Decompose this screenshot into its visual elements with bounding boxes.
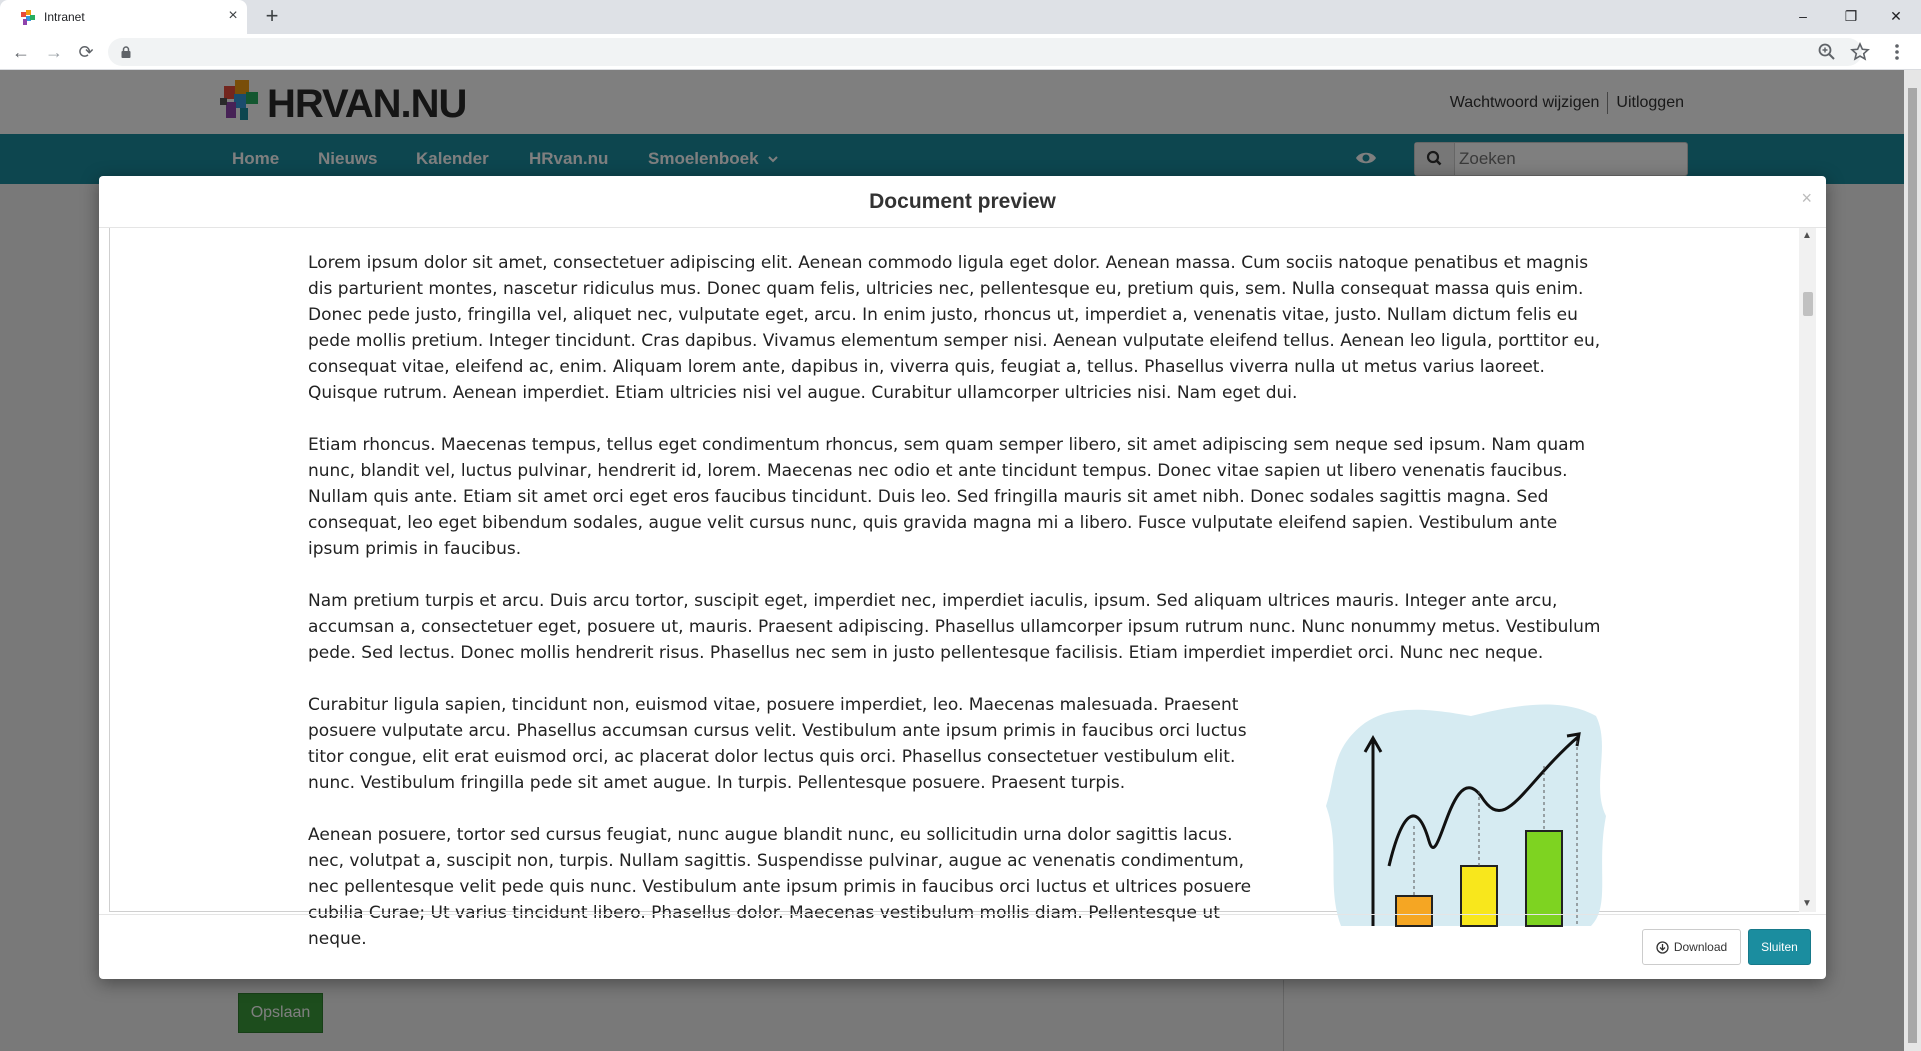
address-bar[interactable] <box>108 38 1862 66</box>
document-scrollbar[interactable] <box>1799 228 1816 912</box>
favicon-icon <box>20 10 36 26</box>
tab-title: Intranet <box>44 10 85 24</box>
scroll-up-icon[interactable]: ▲ <box>1802 230 1812 241</box>
reload-icon[interactable]: ⟳ <box>78 42 94 62</box>
browser-toolbar <box>0 34 1921 70</box>
page-scrollbar-thumb[interactable] <box>1908 88 1917 1043</box>
menu-dots-icon[interactable] <box>1886 41 1908 63</box>
modal-header <box>99 176 1826 228</box>
modal-footer <box>99 914 1826 979</box>
bookmark-star-icon[interactable] <box>1849 41 1871 63</box>
tab-close-icon[interactable]: × <box>228 7 238 24</box>
scroll-down-icon[interactable]: ▼ <box>1802 898 1812 909</box>
modal-close-icon[interactable]: × <box>1801 188 1812 208</box>
download-button[interactable] <box>1642 929 1741 965</box>
document-paragraph: Etiam rhoncus. Maecenas tempus, tellus eget condimentum rhoncus, sem quam semper libero, sit amet adipiscing sem neque sed ipsum. Nam quam nunc, blandit vel, luctus pulvinar, hendrerit id, lorem. Maecenas nec odio et ante tincidunt tempus. Donec vitae sapien ut libero venenatis faucibus. Nullam quis ante. Etiam sit amet orci eget eros faucibus tincidunt. Duis leo. Sed fringilla mauris sit amet nibh. Donec sodales sagittis magna. Sed consequat, leo eget bibendum sodales, augue velit cursus nunc, quis gravida magna mi a libero. Fusce vulputate eleifend sapien. Vestibulum ante ipsum primis in faucibus. <box>308 435 1586 559</box>
download-icon <box>1656 941 1669 954</box>
document-paragraph: Curabitur ligula sapien, tincidunt non, euismod vitae, posuere imperdiet, leo. Maecenas malesuada. Praesent posuere vulputate arcu. Phasellus accumsan cursus velit. Vestibulum ante ipsum primis in faucibus orci luctus titor congue, elit erat euismod orci, ac placerat dolor lectus quis orci. Phasellus consectetuer vestibulum elit. nunc. Vestibulum fringilla pede sit amet augue. In turpis. Pellentesque posuere. Praesent turpis. <box>308 695 1247 793</box>
new-tab-icon[interactable]: + <box>265 3 279 28</box>
document-paragraph: Nam pretium turpis et arcu. Duis arcu tortor, suscipit eget, imperdiet nec, imperdiet iaculis, ipsum. Sed aliquam ultrices mauris. Integer ante arcu, accumsan a, consectetuer eget, posuere ut, mauris. Praesent adipiscing. Phasellus ullamcorper ipsum rutrum nunc. Nunc nonummy metus. Vestibulum pede. Sed lectus. Donec mollis hendrerit risus. Phasellus nec sem in justo pellentesque facilisis. Etiam imperdiet imperdiet orci. Nunc nec neque. <box>308 591 1601 663</box>
forward-icon[interactable]: → <box>45 42 63 62</box>
document-scrollbar-thumb[interactable] <box>1803 292 1813 316</box>
back-icon[interactable]: ← <box>12 42 30 62</box>
download-label: Download <box>1673 940 1728 954</box>
browser-tabbar <box>0 0 1921 34</box>
browser-tab[interactable] <box>0 0 247 34</box>
minimize-icon[interactable]: – <box>1799 8 1807 24</box>
close-button[interactable]: Sluiten <box>1748 929 1811 965</box>
restore-icon[interactable]: ❐ <box>1844 8 1858 24</box>
document-paragraph: Lorem ipsum dolor sit amet, consectetuer adipiscing elit. Aenean commodo ligula eget dolor. Aenean massa. Cum sociis natoque penatibus et magnis dis parturient montes, nascetur ridiculus mus. Donec quam felis, ultricies nec, pellentesque eu, pretium quis, sem. Nulla consequat massa quis enim. Donec pede justo, fringilla vel, aliquet nec, vulputate eget, arcu. In enim justo, rhoncus ut, imperdiet a, venenatis vitae, justo. Nullam dictum felis eu pede mollis pretium. Integer tincidunt. Cras dapibus. Vivamus elementum semper nisi. Aenean vulputate eleifend tellus. Aenean leo ligula, porttitor eu, consequat vitae, eleifend ac, enim. Aliquam lorem ante, dapibus in, viverra quis, feugiat a, tellus. Phasellus viverra nulla ut metus varius laoreet. Quisque rutrum. Aenean imperdiet. Etiam ultricies nisi vel augue. Curabitur ullamcorper ultricies nisi. Nam eget dui. <box>308 253 1601 403</box>
zoom-icon[interactable] <box>1816 41 1838 63</box>
lock-icon <box>120 46 132 58</box>
window-close-icon[interactable]: ✕ <box>1890 8 1902 24</box>
document-paragraph: Aenean posuere, tortor sed cursus feugiat, nunc augue blandit nunc, eu sollicitudin urna dolor sagittis lacus. nec, volutpat a, suscipit non, turpis. Nullam sagittis. Suspendisse pulvinar, augue ac venenatis condimentum, nec pellentesque velit pede quis nunc. Vestibulum ante ipsum primis in faucibus orci luctus et ultrices posuere cubilia Curae; Ut varius tincidunt libero. Phasellus dolor. Maecenas vestibulum mollis diam. Pellentesque ut neque. <box>308 825 1252 949</box>
growth-chart-illustration <box>1321 696 1606 926</box>
document-preview-modal <box>99 176 1826 979</box>
modal-title: Document preview <box>869 190 1056 213</box>
